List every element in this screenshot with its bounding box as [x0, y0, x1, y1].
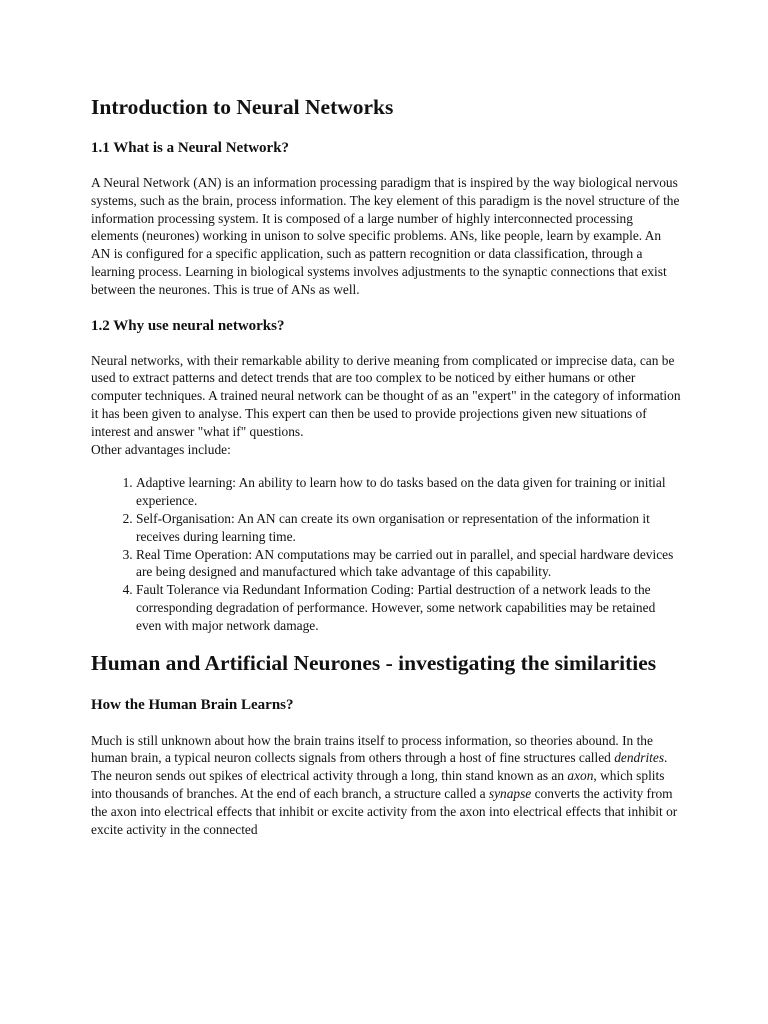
- term-axon: axon: [567, 768, 594, 784]
- section-title-human-artificial: Human and Artificial Neurones - investigating the similarities: [91, 650, 657, 675]
- brain-text-1: Much is still unknown about how the brain trains itself to process information, so theories abound. In the human brain, a typical neuron collects signals from others through a host of fine structures called: [91, 732, 653, 766]
- section-heading-what-is: 1.1 What is a Neural Network?: [91, 140, 290, 156]
- section-heading-why-use: 1.2 Why use neural networks?: [91, 317, 285, 334]
- list-item: 4. Fault Tolerance via Redundant Information Coding: Partial destruction of a network leads to the corresponding degradation of performance. However, some network capabilities may be retained even with major network damage.: [136, 581, 683, 634]
- list-item: 2. Self-Organisation: An AN can create its own organisation or representation of the information it receives during learning time.: [136, 510, 683, 546]
- page-title: Introduction to Neural Networks: [91, 95, 394, 119]
- term-dendrites: dendrites: [614, 750, 665, 766]
- brain-text-3: , which splits into thousands of branches. At the end of each branch, a structure called a: [91, 768, 665, 801]
- term-synapse: synapse: [488, 785, 532, 801]
- paragraph-why-use: [91, 352, 683, 459]
- list-item: 3. Real Time Operation: AN computations may be carried out in parallel, and special hardware devices are being designed and manufactured which take advantage of this capability.: [136, 546, 683, 582]
- section-heading-brain-learns: How the Human Brain Learns?: [91, 696, 294, 713]
- list-item: 1. Adaptive learning: An ability to learn how to do tasks based on the data given for training or initial experience.: [136, 474, 683, 510]
- brain-text-2: . The neuron sends out spikes of electrical activity through a long, thin stand known as an: [91, 750, 668, 784]
- advantages-list: [91, 474, 683, 634]
- paragraph-what-is: A Neural Network (AN) is an information processing paradigm that is inspired by the way biological nervous systems, such as the brain, process information. The key element of this paradigm is the novel structure of the information processing system. It is composed of a large number of highly interconnected processing elements (neurones) working in unison to solve specific problems. ANs, like people, learn by example. An AN is configured for a specific application, such as pattern recognition or data classification, through a learning process. Learning in biological systems involves adjustments to the synaptic connections that exist between the neurones. This is true of ANs as well.: [91, 175, 680, 297]
- paragraph-brain-learns: [91, 732, 683, 839]
- brain-text-4: converts the activity from the axon into electrical effects that inhibit or excite activity from the axon into electrical effects that inhibit or excite activity in the connected: [91, 785, 678, 837]
- document-page: [91, 93, 683, 838]
- why-use-text: Neural networks, with their remarkable ability to derive meaning from complicated or imprecise data, can be used to extract patterns and detect trends that are too complex to be noticed by either humans or other computer techniques. A trained neural network can be thought of as an "expert" in the category of information it has been given to analyse. This expert can then be used to provide projections given new situations of interest and answer "what if" questions.: [91, 352, 681, 439]
- advantages-intro: Other advantages include:: [91, 441, 231, 457]
